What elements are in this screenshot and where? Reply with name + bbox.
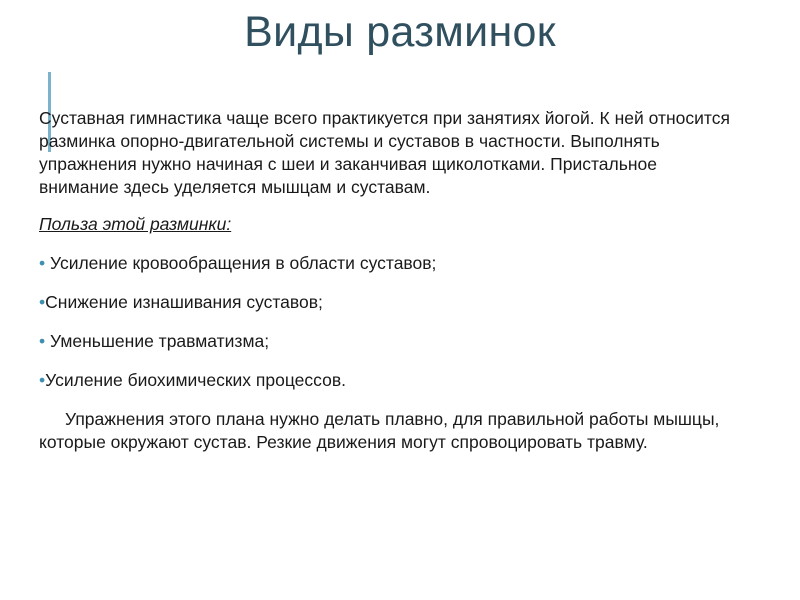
slide-title: Виды разминок [244, 8, 556, 56]
list-item-text: Снижение изнашивания суставов; [45, 292, 323, 312]
benefits-heading: Польза этой разминки: [39, 214, 232, 234]
list-item [39, 330, 739, 353]
list-item [39, 369, 739, 392]
bullet-icon: • [39, 292, 46, 312]
list-item-text: Усиление биохимических процессов. [45, 370, 346, 390]
bullet-icon: • [39, 331, 46, 351]
closing-paragraph: Упражнения этого плана нужно делать плавно, для правильной работы мышцы, которые окружают сустав. Резкие движения могут спровоцировать травму. [39, 409, 720, 452]
bullet-icon: • [39, 253, 46, 273]
list-item [39, 252, 739, 275]
bullet-icon: • [39, 370, 46, 390]
list-item-text: Уменьшение травматизма; [45, 331, 270, 351]
list-item-text: Усиление кровообращения в области суставов; [45, 253, 437, 273]
list-item [39, 291, 739, 314]
intro-paragraph: Суставная гимнастика чаще всего практикуется при занятиях йогой. К ней относится разминка опорно-двигательной системы и суставов в частности. Выполнять упражнения нужно начиная с шеи и заканчивая щиколотками. Пристальное внимание здесь уделяется мышцам и суставам. [39, 108, 730, 197]
slide-content [39, 107, 739, 469]
